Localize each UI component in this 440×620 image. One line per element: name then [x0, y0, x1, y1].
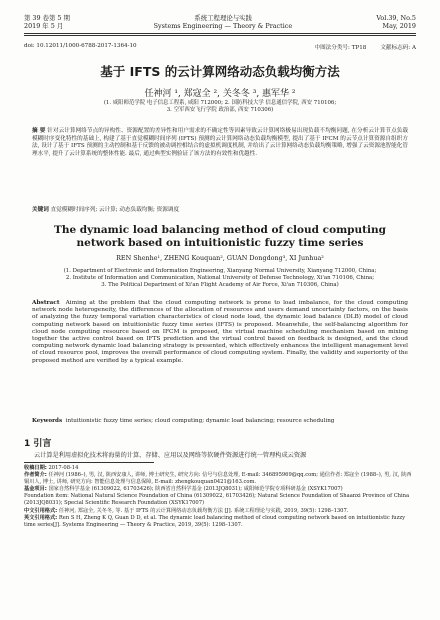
- keywords-en: [32, 418, 408, 425]
- journal-name-zh: 系统工程理论与实践: [194, 14, 252, 22]
- abstract-en: [32, 300, 408, 365]
- affiliation-en-3: 3. The Political Department of Xi'an Flight Academy of Air Force, Xi'an 710306, China): [101, 282, 339, 288]
- introduction-text: 云计算是利用虚拟化技术将海量的计算、存储、应用以及网络等软硬件资源进行统一管理构成云资源: [34, 452, 307, 459]
- authors-zh: 任神河 ¹, 郑寇全 ², 关冬冬 ³, 惠军华 ²: [144, 89, 296, 99]
- clc-number: 中图法分类号: TP18: [314, 45, 367, 51]
- keywords-en-label: Keywords: [32, 418, 63, 424]
- footnote-funding-zh: 基金项目: 国家自然科学基金 (61309022, 61703426); 陕西省自然科学基金 (2013JQ8031); 咸阳师范学院专项科研基金 (XSYK17007): [24, 486, 343, 493]
- doi[interactable]: doi: 10.12011/1000-6788-2017-1364-10: [24, 43, 137, 49]
- date-en: May, 2019: [382, 22, 416, 30]
- running-header: [24, 14, 416, 30]
- header-rule: [24, 33, 416, 34]
- footnote-author-bio: 作者简介: 任神河 (1986–), 男, 汉, 陕西安康人, 讲师, 博士研究生, 研究方向: 信号与信息处理, E-mail: 346895969@qq.com; 通信作者: 郑寇全 (1988–), 男, 汉, 陕西铜川人, 博士, 讲师, 研究方向: 智能信息处理与信息保障, E-mail: zhengkouquan0421@163.com.: [24, 472, 412, 486]
- abstract-en-text: Aiming at the problem that the cloud computing network is prone to load imbalance, for the cloud computing network node heterogeneity, the differences of the allocation of resources and users demand uncertainty factors, on the basis of analyzing the fuzzy temporal variation characteristics of cloud node load, the dynamic load balance (DLB) model of cloud computing network based on intuitionistic fuzzy time series (IFTS) is proposed. Meanwhile, the self-balancing algorithm for cloud node computing resource based on IFCM is proposed, the virtual machine scheduling mechanism based on mixing together the active control based on IFTS prediction and the virtual control based on feedback is designed, and the cloud computing network dynamic load balancing strategy is presented, which effectively enhances the intelligent management level of cloud resource pool, improves the overall performance of cloud computing system. Finally, the validity and superiority of the proposed method are verified by a typical example.: [32, 300, 409, 364]
- footnotes: [24, 465, 416, 529]
- title-en: The dynamic load balancing method of cloud computing network based on intuitionistic fuzzy time series: [54, 224, 386, 249]
- title-zh: 基于 IFTS 的云计算网络动态负载均衡方法: [100, 64, 340, 79]
- volume-en: Vol.39, No.5: [376, 14, 416, 22]
- date-zh: 2019 年 5 月: [24, 22, 64, 30]
- article-meta: [24, 43, 416, 51]
- keywords-zh: [32, 205, 408, 213]
- footnote-citation-zh: 中文引用格式: 任神河, 郑寇全, 关冬冬, 等. 基于 IFTS 的云计算网络动态负载均衡方法 [J]. 系统工程理论与实践, 2019, 39(5): 1298–1307.: [24, 507, 349, 514]
- document-code: 文献标志码: A: [380, 45, 416, 51]
- abstract-zh-text: 针对云计算网络节点的异构性、资源配置的差异性和用户需求的不确定性等因素导致云计算网络极易出现负载不均衡问题, 在分析云计算节点负载模糊时序变化特性的基础上, 构建了基于直觉模糊时间序列 (IFTS) 预测的云计算网络动态负载均衡模型, 提出了基于 IFCM 的云节点计算资源自组织方法, 设计了基于 IFTS 预测的主动控制和基于反馈的被动调控相结合的虚拟机调度机制, 并给出了云计算网络动态负载均衡策略, 增强了云资源池智能化管理水平, 提升了云计算系统的整体性能. 最后, 通过典型实例验证了该方法的有效性和优越性.: [32, 128, 409, 157]
- keywords-en-text: intuitionistic fuzzy time series; cloud computing; dynamic load balancing; resource scheduling: [65, 418, 335, 424]
- footnote-funding-en: Foundation item: National Natural Science Foundation of China (61309022, 61703426); Natural Science Foundation of Shaanxi Province of China (2013JQ8031); Special Scientific Research Foundation (XSYK17007): [24, 493, 410, 507]
- affiliations-zh: [40, 100, 400, 114]
- affiliation-en-2: 2. Institute of Information and Communication, National University of Defense Technology, Xi'an 710106, China;: [65, 275, 375, 281]
- affiliation-zh-1: (1. 咸阳师范学院 电子信息工程系, 咸阳 712000; 2. 国防科技大学 信息通信学院, 西安 710106;: [103, 100, 337, 106]
- footnote-rule: [24, 462, 154, 463]
- footnote-citation-en: 英文引用格式: Ren S H, Zheng K Q, Guan D D, et al. The dynamic load balancing method of cloud computing network based on intuitionistic fuzzy time series[J]. Systems Engineering — Theory & Practice, 2019, 39(5): 1298–1307.: [24, 514, 406, 528]
- affiliations-en: [40, 268, 400, 289]
- keywords-zh-text: 直觉模糊时间序列; 云计算; 动态负载均衡; 资源调度: [50, 207, 180, 213]
- footnote-received: 收稿日期: 2017-08-14: [24, 465, 79, 471]
- abstract-en-label: Abstract: [32, 300, 60, 306]
- affiliation-en-1: (1. Department of Electronic and Information Engineering, Xianyang Normal University, Xianyang 712000, China;: [63, 268, 377, 274]
- keywords-zh-label: 关键词: [32, 207, 49, 213]
- affiliation-zh-2: 3. 空军西安飞行学院 政治部, 西安 710306): [166, 107, 274, 113]
- header-rule-thin: [24, 35, 416, 36]
- authors-en: REN Shenhe¹, ZHENG Kouquan², GUAN Dongdong³, XI Junhua²: [116, 254, 324, 262]
- journal-name-en: Systems Engineering — Theory & Practice: [153, 22, 293, 30]
- abstract-zh-label: 摘 要: [32, 128, 46, 134]
- section-heading-introduction: 1 引言: [24, 439, 52, 449]
- abstract-zh: [32, 128, 408, 158]
- volume-zh: 第 39 卷第 5 期: [24, 14, 70, 22]
